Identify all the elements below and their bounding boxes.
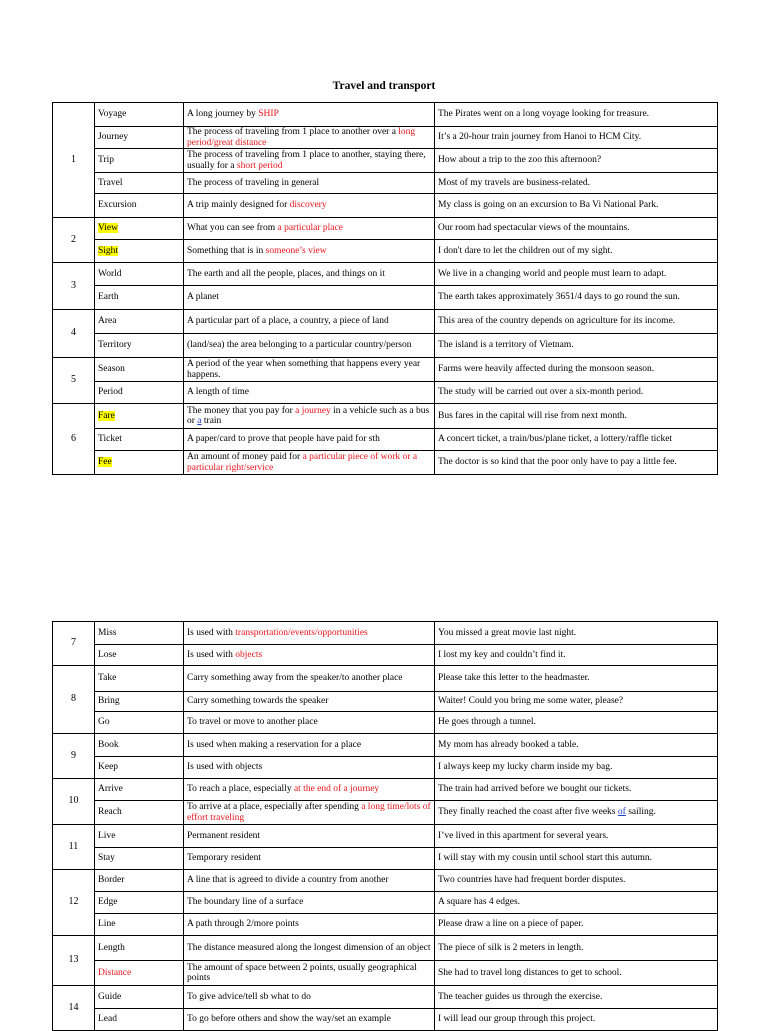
vocab-word-text: Earth bbox=[98, 292, 119, 303]
text-segment: A path through 2/more points bbox=[187, 919, 299, 930]
vocab-definition bbox=[184, 127, 435, 149]
vocab-example bbox=[435, 194, 718, 218]
vocab-example bbox=[435, 870, 718, 892]
vocab-example bbox=[435, 914, 718, 936]
text-segment: A paper/card to prove that people have paid for sth bbox=[187, 434, 380, 445]
vocab-word-text: Ticket bbox=[98, 434, 122, 445]
text-segment: My mom has already booked a table. bbox=[438, 739, 579, 750]
table-row bbox=[53, 666, 718, 692]
vocab-example bbox=[435, 310, 718, 334]
text-segment: An amount of money paid for bbox=[187, 452, 303, 462]
text-segment: Bus fares in the capital will rise from next month. bbox=[438, 410, 627, 421]
vocab-word-text: Season bbox=[98, 364, 125, 375]
vocab-word-text: Reach bbox=[98, 807, 122, 818]
vocab-word-text: Distance bbox=[98, 967, 132, 978]
vocab-word bbox=[95, 263, 184, 286]
table-row bbox=[53, 825, 718, 848]
vocab-example bbox=[435, 286, 718, 310]
vocab-example bbox=[435, 961, 718, 986]
table-row bbox=[53, 1009, 718, 1031]
vocab-word-text: Live bbox=[98, 830, 116, 841]
vocab-word bbox=[95, 986, 184, 1009]
vocab-example bbox=[435, 451, 718, 475]
vocab-word bbox=[95, 334, 184, 358]
group-number: 8 bbox=[53, 666, 95, 734]
vocab-word bbox=[95, 936, 184, 961]
vocab-word-text: Period bbox=[98, 387, 123, 398]
vocab-word bbox=[95, 451, 184, 475]
text-segment: sailing. bbox=[625, 807, 656, 818]
vocab-word-text: Guide bbox=[98, 991, 122, 1002]
vocab-example bbox=[435, 263, 718, 286]
vocab-word bbox=[95, 310, 184, 334]
vocab-definition bbox=[184, 961, 435, 986]
vocab-definition bbox=[184, 712, 435, 734]
vocab-word-text: Area bbox=[98, 316, 117, 327]
vocab-definition bbox=[184, 263, 435, 286]
group-number: 10 bbox=[53, 779, 95, 825]
group-number: 12 bbox=[53, 870, 95, 936]
group-number: 5 bbox=[53, 358, 95, 404]
text-segment: I will stay with my cousin until school start this autumn. bbox=[438, 853, 653, 864]
vocab-definition bbox=[184, 734, 435, 757]
vocab-definition bbox=[184, 451, 435, 475]
text-segment: It’s a 20-hour train journey from Hanoi to HCM City. bbox=[438, 132, 642, 143]
vocab-word bbox=[95, 848, 184, 870]
text-segment: Most of my travels are business-related. bbox=[438, 177, 590, 188]
vocab-example bbox=[435, 892, 718, 914]
vocab-table-1 bbox=[52, 102, 718, 475]
vocab-word bbox=[95, 149, 184, 173]
vocab-example bbox=[435, 757, 718, 779]
vocab-example bbox=[435, 173, 718, 194]
text-segment: The island is a territory of Vietnam. bbox=[438, 340, 574, 351]
vocab-example bbox=[435, 936, 718, 961]
vocab-word-text: Lead bbox=[98, 1014, 117, 1025]
vocab-word bbox=[95, 757, 184, 779]
vocab-definition bbox=[184, 334, 435, 358]
table-row bbox=[53, 692, 718, 712]
table-row bbox=[53, 194, 718, 218]
text-segment: short period bbox=[236, 160, 283, 171]
text-segment: objects bbox=[235, 649, 263, 660]
text-segment: Two countries have had frequent border disputes. bbox=[438, 875, 626, 886]
vocab-definition bbox=[184, 848, 435, 870]
vocab-example bbox=[435, 825, 718, 848]
vocab-example bbox=[435, 103, 718, 127]
group-number: 7 bbox=[53, 622, 95, 666]
vocab-example bbox=[435, 712, 718, 734]
vocab-word-text: Excursion bbox=[98, 200, 137, 211]
vocab-word-text: Fare bbox=[98, 410, 115, 421]
vocab-definition bbox=[184, 757, 435, 779]
vocab-word bbox=[95, 892, 184, 914]
text-segment: Waiter! Could you bring me some water, please? bbox=[438, 696, 624, 707]
text-segment: (land/sea) the area belonging to a particular country/person bbox=[187, 340, 412, 351]
table-row bbox=[53, 801, 718, 825]
text-segment: Something that is in bbox=[187, 245, 266, 256]
vocab-word bbox=[95, 286, 184, 310]
text-segment: They finally reached the coast after five weeks bbox=[438, 807, 618, 818]
vocab-word bbox=[95, 218, 184, 240]
table-row bbox=[53, 779, 718, 801]
text-segment: The earth and all the people, places, and things on it bbox=[187, 268, 385, 279]
text-segment: long period/great distance bbox=[187, 127, 416, 148]
vocab-example bbox=[435, 382, 718, 404]
vocab-word bbox=[95, 173, 184, 194]
vocab-word bbox=[95, 127, 184, 149]
vocab-example bbox=[435, 986, 718, 1009]
vocab-definition bbox=[184, 666, 435, 692]
group-number: 9 bbox=[53, 734, 95, 779]
text-segment: We live in a changing world and people must learn to adapt. bbox=[438, 268, 667, 279]
table-row bbox=[53, 218, 718, 240]
text-segment: Carry something away from the speaker/to another place bbox=[187, 673, 403, 684]
vocab-definition bbox=[184, 870, 435, 892]
vocab-word bbox=[95, 382, 184, 404]
group-number: 13 bbox=[53, 936, 95, 986]
text-segment: A trip mainly designed for bbox=[187, 200, 290, 211]
group-number: 2 bbox=[53, 218, 95, 263]
vocab-word bbox=[95, 194, 184, 218]
vocab-word bbox=[95, 961, 184, 986]
text-segment: To go before others and show the way/set an example bbox=[187, 1014, 391, 1025]
vocab-word-text: Length bbox=[98, 942, 125, 953]
vocab-word bbox=[95, 801, 184, 825]
vocab-definition bbox=[184, 892, 435, 914]
vocab-word-text: World bbox=[98, 268, 122, 279]
vocab-word bbox=[95, 712, 184, 734]
text-segment: Our room had spectacular views of the mountains. bbox=[438, 223, 630, 234]
text-segment: To give advice/tell sb what to do bbox=[187, 991, 311, 1002]
page-title: Travel and transport bbox=[332, 80, 436, 92]
vocab-example bbox=[435, 801, 718, 825]
table-row bbox=[53, 870, 718, 892]
table-row bbox=[53, 286, 718, 310]
vocab-word-text: Miss bbox=[98, 627, 117, 638]
group-number: 11 bbox=[53, 825, 95, 870]
vocab-definition bbox=[184, 173, 435, 194]
vocab-word bbox=[95, 404, 184, 429]
vocab-definition bbox=[184, 194, 435, 218]
vocab-word-text: Go bbox=[98, 717, 110, 728]
text-segment: Carry something towards the speaker bbox=[187, 696, 329, 707]
text-segment: The Pirates went on a long voyage looking for treasure. bbox=[438, 109, 650, 120]
text-segment: Is used with bbox=[187, 627, 236, 638]
table-row bbox=[53, 622, 718, 645]
table-row bbox=[53, 734, 718, 757]
vocab-definition bbox=[184, 310, 435, 334]
vocab-word-text: Take bbox=[98, 673, 117, 684]
vocab-word-text: Travel bbox=[98, 177, 123, 188]
text-segment: A long journey by bbox=[187, 109, 259, 120]
text-segment: someone’s view bbox=[265, 245, 327, 256]
text-segment: The boundary line of a surface bbox=[187, 897, 304, 908]
table-row bbox=[53, 404, 718, 429]
text-segment: The doctor is so kind that the poor only have to pay a little fee. bbox=[438, 457, 677, 468]
text-segment: in a vehicle such as a bus or bbox=[187, 405, 430, 426]
vocab-example bbox=[435, 429, 718, 451]
vocab-example bbox=[435, 149, 718, 173]
vocab-definition bbox=[184, 358, 435, 382]
text-segment: I lost my key and couldn’t find it. bbox=[438, 649, 566, 660]
text-segment: Temporary resident bbox=[187, 853, 261, 864]
vocab-definition bbox=[184, 382, 435, 404]
text-segment: The distance measured along the longest dimension of an object bbox=[187, 942, 431, 953]
vocab-word bbox=[95, 645, 184, 666]
vocab-word-text: View bbox=[98, 223, 119, 234]
text-segment: You missed a great movie last night. bbox=[438, 627, 577, 638]
vocab-definition bbox=[184, 103, 435, 127]
vocab-definition bbox=[184, 149, 435, 173]
table-row bbox=[53, 173, 718, 194]
vocab-table-2 bbox=[52, 621, 718, 1031]
text-segment: The study will be carried out over a six-month period. bbox=[438, 387, 644, 398]
vocab-definition bbox=[184, 622, 435, 645]
table-row bbox=[53, 986, 718, 1009]
text-segment: Please draw a line on a piece of paper. bbox=[438, 919, 584, 930]
text-segment: A particular part of a place, a country, a piece of land bbox=[187, 316, 389, 327]
text-segment: Is used with bbox=[187, 649, 236, 660]
vocab-example bbox=[435, 848, 718, 870]
table-row bbox=[53, 127, 718, 149]
table-row bbox=[53, 848, 718, 870]
vocab-definition bbox=[184, 825, 435, 848]
vocab-word-text: Fee bbox=[98, 457, 112, 468]
vocab-word bbox=[95, 825, 184, 848]
vocab-definition bbox=[184, 645, 435, 666]
text-segment: a journey bbox=[295, 405, 331, 416]
text-segment: The money that you pay for bbox=[187, 405, 296, 416]
table-row bbox=[53, 936, 718, 961]
table-row bbox=[53, 757, 718, 779]
text-segment: SHIP bbox=[258, 109, 279, 120]
text-segment: a bbox=[197, 416, 202, 426]
group-number: 3 bbox=[53, 263, 95, 310]
table-row bbox=[53, 263, 718, 286]
vocab-word-text: Line bbox=[98, 919, 116, 930]
text-segment: She had to travel long distances to get to school. bbox=[438, 967, 622, 978]
table-row bbox=[53, 961, 718, 986]
vocab-example bbox=[435, 218, 718, 240]
text-segment: The amount of space between 2 points, usually geographical points bbox=[187, 962, 417, 983]
text-segment: of bbox=[617, 807, 626, 818]
text-segment: A concert ticket, a train/bus/plane ticket, a lottery/raffle ticket bbox=[438, 434, 673, 445]
text-segment: Farms were heavily affected during the monsoon season. bbox=[438, 364, 655, 375]
group-number: 4 bbox=[53, 310, 95, 358]
vocab-word bbox=[95, 692, 184, 712]
text-segment: To arrive at a place, especially after spending bbox=[187, 802, 362, 812]
group-number: 1 bbox=[53, 103, 95, 218]
vocab-example bbox=[435, 240, 718, 263]
table-row bbox=[53, 712, 718, 734]
vocab-example bbox=[435, 127, 718, 149]
table-row bbox=[53, 645, 718, 666]
vocab-definition bbox=[184, 429, 435, 451]
vocab-example bbox=[435, 692, 718, 712]
vocab-word-text: Stay bbox=[98, 853, 115, 864]
text-segment: The train had arrived before we bought our tickets. bbox=[438, 784, 632, 795]
text-segment: I’ve lived in this apartment for several years. bbox=[438, 830, 609, 841]
vocab-example bbox=[435, 622, 718, 645]
text-segment: I will lead our group through this project. bbox=[438, 1014, 596, 1025]
text-segment: To reach a place, especially bbox=[187, 784, 294, 795]
vocab-definition bbox=[184, 286, 435, 310]
text-segment: Permanent resident bbox=[187, 830, 261, 841]
text-segment: A planet bbox=[187, 292, 219, 303]
table-row bbox=[53, 358, 718, 382]
vocab-definition bbox=[184, 692, 435, 712]
table-row bbox=[53, 310, 718, 334]
vocab-word bbox=[95, 870, 184, 892]
text-segment: a long time/lots of effort traveling bbox=[187, 802, 431, 823]
group-number: 6 bbox=[53, 404, 95, 475]
vocab-word bbox=[95, 240, 184, 263]
text-segment: Please take this letter to the headmaster. bbox=[438, 673, 590, 684]
text-segment: The teacher guides us through the exercise. bbox=[438, 991, 603, 1002]
vocab-word bbox=[95, 1009, 184, 1031]
text-segment: The process of traveling from 1 place to another, staying there, usually for a bbox=[187, 150, 426, 171]
table-row bbox=[53, 429, 718, 451]
vocab-word-text: Keep bbox=[98, 762, 119, 773]
text-segment: How about a trip to the zoo this afternoon? bbox=[438, 155, 602, 166]
text-segment: A period of the year when something that happens every year happens. bbox=[187, 359, 421, 380]
table-row bbox=[53, 892, 718, 914]
vocab-example bbox=[435, 358, 718, 382]
table-row bbox=[53, 451, 718, 475]
vocab-example bbox=[435, 734, 718, 757]
vocab-word bbox=[95, 429, 184, 451]
text-segment: transportation/events/opportunities bbox=[235, 627, 368, 638]
vocab-example bbox=[435, 334, 718, 358]
vocab-word bbox=[95, 103, 184, 127]
text-segment: I always keep my lucky charm inside my bag. bbox=[438, 762, 613, 773]
text-segment: a particular place bbox=[277, 223, 343, 234]
vocab-definition bbox=[184, 914, 435, 936]
vocab-word bbox=[95, 914, 184, 936]
table-row bbox=[53, 382, 718, 404]
vocab-example bbox=[435, 779, 718, 801]
vocab-word-text: Lose bbox=[98, 649, 117, 660]
text-segment: Is used with objects bbox=[187, 762, 263, 773]
vocab-definition bbox=[184, 936, 435, 961]
vocab-definition bbox=[184, 801, 435, 825]
vocab-word-text: Territory bbox=[98, 340, 132, 351]
text-segment: A square has 4 edges. bbox=[438, 897, 521, 908]
vocab-word-text: Voyage bbox=[98, 109, 127, 120]
text-segment: The earth takes approximately 3651/4 days to go round the sun. bbox=[438, 292, 680, 303]
vocab-word-text: Bring bbox=[98, 696, 120, 707]
vocab-definition bbox=[184, 404, 435, 429]
vocab-word-text: Sight bbox=[98, 245, 119, 256]
vocab-word-text: Arrive bbox=[98, 784, 123, 795]
vocab-word bbox=[95, 666, 184, 692]
text-segment: A length of time bbox=[187, 387, 250, 398]
vocab-word-text: Trip bbox=[98, 155, 115, 166]
vocab-definition bbox=[184, 218, 435, 240]
text-segment: To travel or move to another place bbox=[187, 717, 318, 728]
vocab-definition bbox=[184, 986, 435, 1009]
vocab-word-text: Book bbox=[98, 739, 119, 750]
text-segment: train bbox=[201, 416, 222, 426]
text-segment: a particular piece of work or a particular right/service bbox=[187, 452, 418, 473]
text-segment: discovery bbox=[289, 200, 327, 211]
table-row bbox=[53, 149, 718, 173]
vocab-definition bbox=[184, 240, 435, 263]
vocab-word-text: Journey bbox=[98, 132, 129, 143]
table-row bbox=[53, 240, 718, 263]
vocab-word-text: Edge bbox=[98, 897, 118, 908]
text-segment: The process of traveling from 1 place to another over a bbox=[187, 127, 399, 137]
vocab-example bbox=[435, 666, 718, 692]
text-segment: This area of the country depends on agriculture for its income. bbox=[438, 316, 676, 327]
vocab-word-text: Border bbox=[98, 875, 125, 886]
text-segment: Is used when making a reservation for a place bbox=[187, 739, 362, 750]
vocab-definition bbox=[184, 779, 435, 801]
table-row bbox=[53, 914, 718, 936]
text-segment: He goes through a tunnel. bbox=[438, 717, 536, 728]
vocab-example bbox=[435, 1009, 718, 1031]
vocab-word bbox=[95, 779, 184, 801]
text-segment: I don't dare to let the children out of my sight. bbox=[438, 245, 613, 256]
vocab-definition bbox=[184, 1009, 435, 1031]
text-segment: A line that is agreed to divide a country from another bbox=[187, 875, 389, 886]
vocab-example bbox=[435, 645, 718, 666]
table-row bbox=[53, 334, 718, 358]
text-segment: at the end of a journey bbox=[293, 784, 380, 795]
table-row bbox=[53, 103, 718, 127]
vocab-word bbox=[95, 622, 184, 645]
vocab-example bbox=[435, 404, 718, 429]
vocab-word bbox=[95, 734, 184, 757]
text-segment: The process of traveling in general bbox=[187, 177, 320, 188]
vocab-word bbox=[95, 358, 184, 382]
text-segment: My class is going on an excursion to Ba Vi National Park. bbox=[438, 200, 659, 211]
text-segment: What you can see from bbox=[187, 223, 278, 234]
text-segment: The piece of silk is 2 meters in length. bbox=[438, 942, 584, 953]
group-number: 14 bbox=[53, 986, 95, 1031]
